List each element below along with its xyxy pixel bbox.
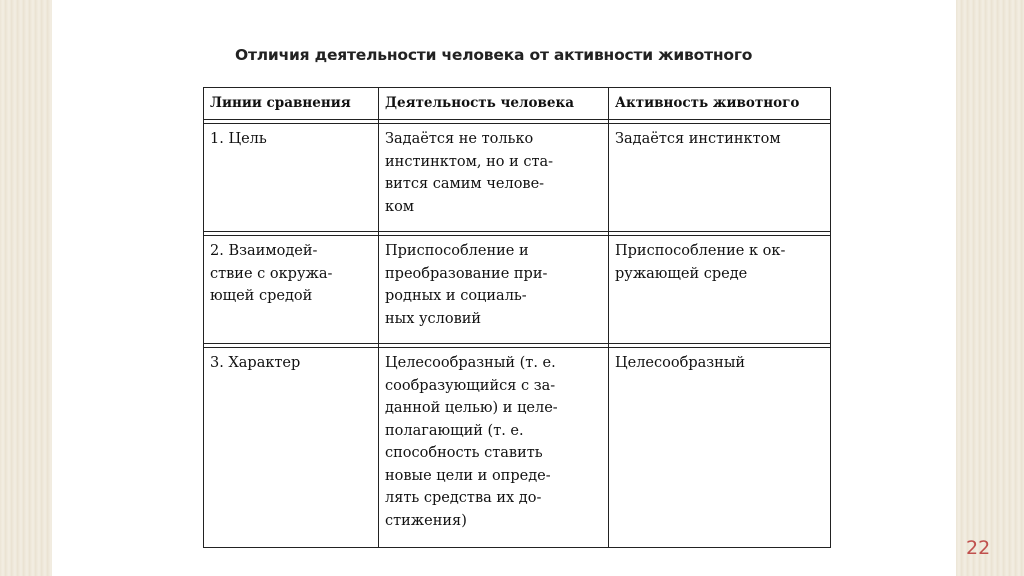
header-animal-activity: Активность животного: [609, 88, 831, 120]
header-human-activity: Деятельность человека: [379, 88, 609, 120]
right-margin-texture: [956, 0, 1024, 576]
table-row: [204, 348, 831, 548]
header-criterion: Линии сравнения: [204, 88, 379, 120]
animal-cell: Целесообразный: [609, 348, 831, 548]
criterion-cell: 3. Характер: [204, 348, 379, 548]
table-row: [204, 124, 831, 232]
comparison-table: [203, 87, 831, 548]
table-header-row: [204, 88, 831, 120]
human-cell: Приспособление и преобразование при- родных и социаль- ных условий: [379, 236, 609, 344]
human-cell: Целесообразный (т. е. сообразующийся с за- данной целью) и целе- полагающий (т. е. способность ставить новые цели и опреде- лять средства их до- стижения): [379, 348, 609, 548]
animal-cell: Приспособление к ок- ружающей среде: [609, 236, 831, 344]
human-cell: Задаётся не только инстинктом, но и ста- вится самим челове- ком: [379, 124, 609, 232]
page-number: 22: [966, 537, 991, 559]
table-row: [204, 236, 831, 344]
left-margin-texture: [0, 0, 52, 576]
criterion-cell: 1. Цель: [204, 124, 379, 232]
criterion-cell: 2. Взаимодей- ствие с окружа- ющей средой: [204, 236, 379, 344]
animal-cell: Задаётся инстинктом: [609, 124, 831, 232]
table-title: Отличия деятельности человека от активности животного: [235, 46, 753, 64]
